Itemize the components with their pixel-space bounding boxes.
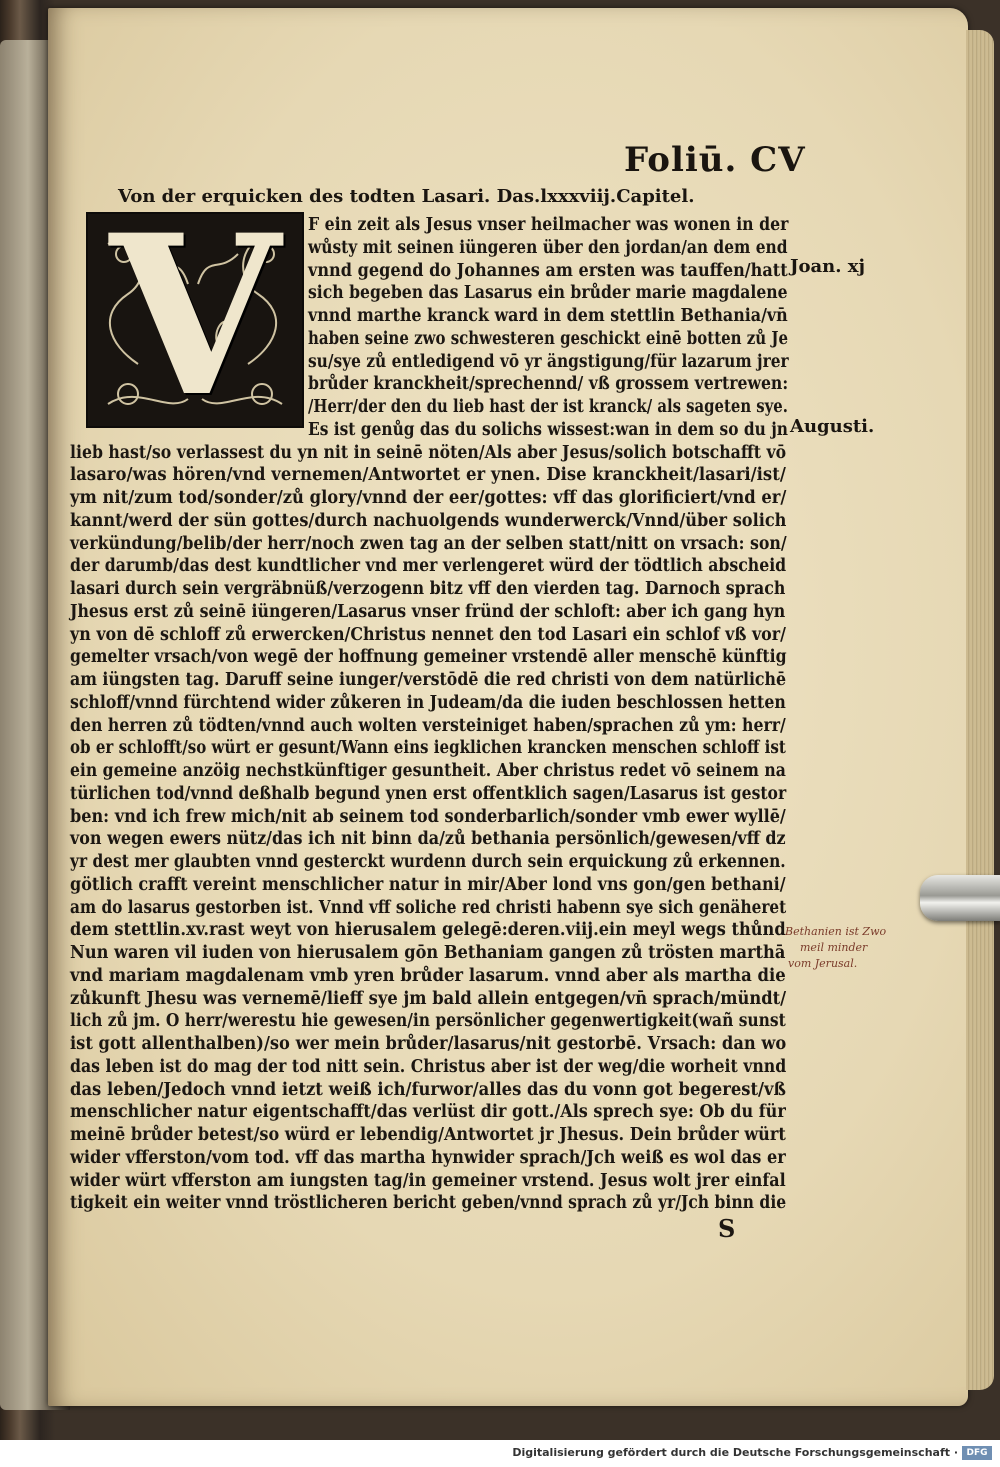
body-line: brůder kranckheit/sprechennd/ vß grossem vertrewen: <box>308 374 789 395</box>
margin-note-joan: Joan. xj <box>790 256 866 277</box>
handwritten-note-line: Bethanien ist Zwo <box>785 925 887 938</box>
body-line: der darumb/das dest kundtlicher vnd mer verlengeret würd der tödtlich abscheid <box>70 556 787 577</box>
body-line: Es ist genůg das du solichs wissest:wan in dem so du jn <box>308 419 789 440</box>
body-line: Nun waren vil iuden von hierusalem gōn Bethaniam gangen zů trösten marthā <box>70 943 786 963</box>
body-line: wider würt vfferston am iungsten tag/in gemeiner vrstend. Jesus wolt jrer einfal <box>70 1170 786 1191</box>
body-line: vnnd marthe kranck ward in dem stettlin Bethania/vn̄ <box>308 306 788 326</box>
body-line: ist gott allenthalben)/so wer mein brůder/lasarus/nit gestorbē. Vrsach: dan wo <box>70 1034 787 1054</box>
body-line: wůsty mit seinen iüngeren über den jordan/an dem end <box>308 237 788 258</box>
body-line: sich begeben das Lasarus ein brůder marie magdalene <box>308 283 788 304</box>
body-line: wider vfferston/vom tod. vff das martha hynwider sprach/Jch weiß es wol das er <box>70 1147 786 1168</box>
handwritten-note-line: vom Jerusal. <box>788 957 858 970</box>
body-line: götlich crafft vereint menschlicher natur in mir/Aber lond vns gon/gen bethani/ <box>70 874 786 895</box>
body-line: von wegen ewers nütz/das ich nit binn da/zů bethania persönlich/gewesen/vff dz <box>70 829 786 850</box>
decorated-initial <box>86 186 304 445</box>
body-line: yn von dē schloff zů erwercken/Christus nennet den tod Lasari ein schlof vß vor/ <box>70 624 786 645</box>
body-line: ein gemeine anzöig nechstkünftiger gesuntheit. Aber christus redet vō seinem na <box>70 761 786 781</box>
body-line: vnd mariam magdalenam vmb yren brůder lasarum. vnnd aber als martha die <box>70 965 786 986</box>
body-line: meinē brůder betest/so würd er lebendig/Antwortet jr Jhesus. Dein brůder würt <box>70 1125 786 1145</box>
folio-number: Foliū. CV <box>624 140 806 180</box>
body-line: Jhesus erst zů seinē iüngeren/Lasarus vnser fründ der schloft: aber ich gang hyn <box>70 601 786 622</box>
body-line: verkündung/belib/der herr/noch zwen tag an der selben statt/nitt on vrsach: son/ <box>70 533 787 554</box>
body-line: lich zů jm. O herr/werestu hie gewesen/in persönlicher gegenwertigkeit(wañ sunst <box>70 1011 786 1032</box>
footer-credit: Digitalisierung gefördert durch die Deutsche Forschungsgemeinschaft · <box>512 1446 958 1459</box>
margin-note-augustine: Augusti. <box>790 416 875 437</box>
body-line: /Herr/der den du lieb hast der ist kranck/ als sageten sye. <box>308 397 788 417</box>
body-line: tigkeit ein weiter vnnd tröstlicheren bericht geben/vnnd sprach zů yr/Jch binn die <box>70 1193 787 1214</box>
body-line: yr dest mer glaubten vnnd gesterckt wurdenn durch sein erquickung zů erkennen. <box>70 852 786 872</box>
handwritten-note-line: meil minder <box>800 941 868 954</box>
body-line: lasari durch sein vergräbnüß/verzogenn bitz vff den vierden tag. Darnoch sprach <box>70 579 786 599</box>
body-line: gemelter vrsach/von wegē der hoffnung gemeiner vrstendē aller menschē künftig <box>70 647 787 668</box>
body-line: lieb hast/so verlassest du yn nit in seinē nöten/Als aber Jesus/solich botschafft vō <box>70 442 787 463</box>
body-line: haben seine zwo schwesteren geschickt einē botten zů Je <box>308 328 789 349</box>
body-line: dem stettlin.xv.rast weyt von hierusalem gelegē:deren.viij.ein meyl wegs thůnd <box>70 920 786 941</box>
body-line: schloff/vnnd fürchtend wider zůkeren in Judeam/da die iuden beschlossen hetten <box>70 692 786 713</box>
initial-letter: V <box>109 186 281 445</box>
signature-mark: S <box>718 1214 736 1243</box>
footer-bar <box>0 1440 1000 1467</box>
body-line: ben: vnd ich frew mich/nit ab seinem tod sonderbarlich/sonder vmb ewer wyllē/ <box>70 806 786 827</box>
dfg-logo: DFG <box>962 1446 992 1460</box>
body-line: su/sye zů entledigend vō yr ängstigung/für lazarum jrer <box>308 351 789 372</box>
body-line: türlichen tod/vnnd deßhalb begund ynen erst offentklich sagen/Lasarus ist gestor <box>70 783 787 804</box>
body-line: ob er schlofft/so würt er gesunt/Wann eins iegklichen krancken menschen schloff ist <box>70 738 786 759</box>
body-line: F ein zeit als Jesus vnser heilmacher was wonen in der <box>308 215 789 235</box>
body-line: ym nit/zum tod/sonder/zů glory/vnnd der eer/gottes: vff das glorificiert/vnd er/ <box>70 488 787 508</box>
body-line: am do lasarus gestorben ist. Vnnd vff soliche red christi habenn sye sich genäheret <box>70 897 787 918</box>
body-line: kannt/werd der sün gottes/durch nachuolgends wunderwerck/Vnnd/über solich <box>70 510 787 531</box>
body-line: lasaro/was hören/vnd vernemen/Antwortet er ynen. Dise kranckheit/lasari/ist/ <box>70 465 786 486</box>
body-line: vnnd gegend do Johannes am ersten was tauffen/hatt <box>308 260 788 281</box>
body-line: am iüngsten tag. Daruff seine iunger/verstōdē die red christi von dem natürlichē <box>70 670 787 690</box>
body-line: den herren zů tödten/vnnd auch wolten versteiniget haben/sprachen zů ym: herr/ <box>70 715 786 736</box>
body-line: das leben ist do mag der tod nitt sein. Christus aber ist der weg/die worheit vnnd <box>70 1056 787 1077</box>
chapter-heading: Von der erquicken des todten Lasari. Das.lxxxviij.Capitel. <box>118 186 695 207</box>
body-line: menschlicher natur eigentschafft/das verlüst dir gott./Als sprech sye: Ob du für <box>70 1102 786 1123</box>
body-line: zůkunft Jhesu was vernemē/lieff sye jm bald allein entgegen/vn̄ sprach/mündt/ <box>70 988 787 1009</box>
body-line: das leben/Jedoch vnnd ietzt weiß ich/furwor/alles das du vonn got begerest/vß <box>70 1079 786 1100</box>
